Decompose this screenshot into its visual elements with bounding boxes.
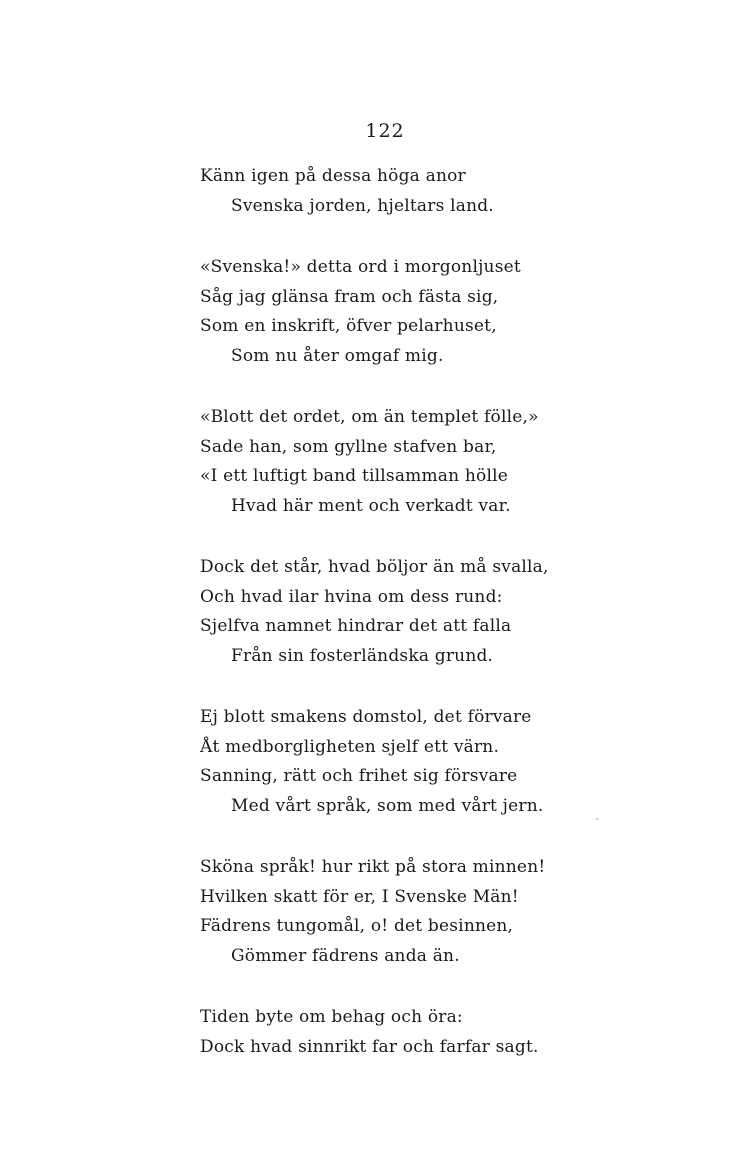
verse-line: Sköna språk! hur rikt på stora minnen! (200, 857, 546, 877)
stanza-3 (200, 403, 600, 521)
page-number: 122 (365, 120, 405, 142)
verse-line: «Svenska!» detta ord i morgonljuset (200, 257, 521, 277)
verse-line: Fädrens tungomål, o! det besinnen, (200, 916, 514, 936)
verse-line: Ej blott smakens domstol, det förvare (200, 707, 532, 727)
stanza-2 (200, 253, 600, 371)
verse-line: Känn igen på dessa höga anor (200, 166, 466, 186)
verse-line: Sanning, rätt och frihet sig försvare (200, 766, 518, 786)
verse-line: Med vårt språk, som med vårt jern. (231, 795, 544, 816)
verse-line: Från sin fosterländska grund. (231, 645, 494, 666)
verse-line: Gömmer fädrens anda än. (231, 945, 460, 966)
stanza-4 (200, 553, 600, 671)
verse-line: Dock hvad sinnrikt far och farfar sagt. (200, 1036, 539, 1057)
verse-line: Hvilken skatt för er, I Svenske Män! (200, 886, 519, 907)
verse-line: Som en inskrift, öfver pelarhuset, (200, 316, 497, 336)
verse-line: «I ett luftigt band tillsamman hölle (200, 466, 509, 486)
verse-line: Sade han, som gyllne stafven bar, (200, 436, 497, 457)
verse-line: Och hvad ilar hvina om dess rund: (200, 586, 503, 607)
verse-line: Som nu åter omgaf mig. (231, 345, 444, 366)
stanza-7 (200, 1003, 600, 1062)
paper-speck (596, 818, 598, 820)
verse-line: Såg jag glänsa fram och fästa sig, (200, 286, 499, 307)
stanza-6 (200, 853, 600, 971)
verse-line: Hvad här ment och verkadt var. (231, 495, 511, 516)
verse-line: Åt medborgligheten sjelf ett värn. (200, 736, 500, 757)
poem (200, 162, 600, 1094)
verse-line: Sjelfva namnet hindrar det att falla (200, 616, 512, 636)
verse-line: Dock det står, hvad böljor än må svalla, (200, 557, 549, 577)
verse-line: Svenska jorden, hjeltars land. (231, 195, 494, 216)
verse-line: «Blott det ordet, om än templet fölle,» (200, 407, 539, 427)
stanza-5 (200, 703, 600, 821)
stanza-1 (200, 162, 600, 221)
verse-line: Tiden byte om behag och öra: (200, 1007, 463, 1027)
